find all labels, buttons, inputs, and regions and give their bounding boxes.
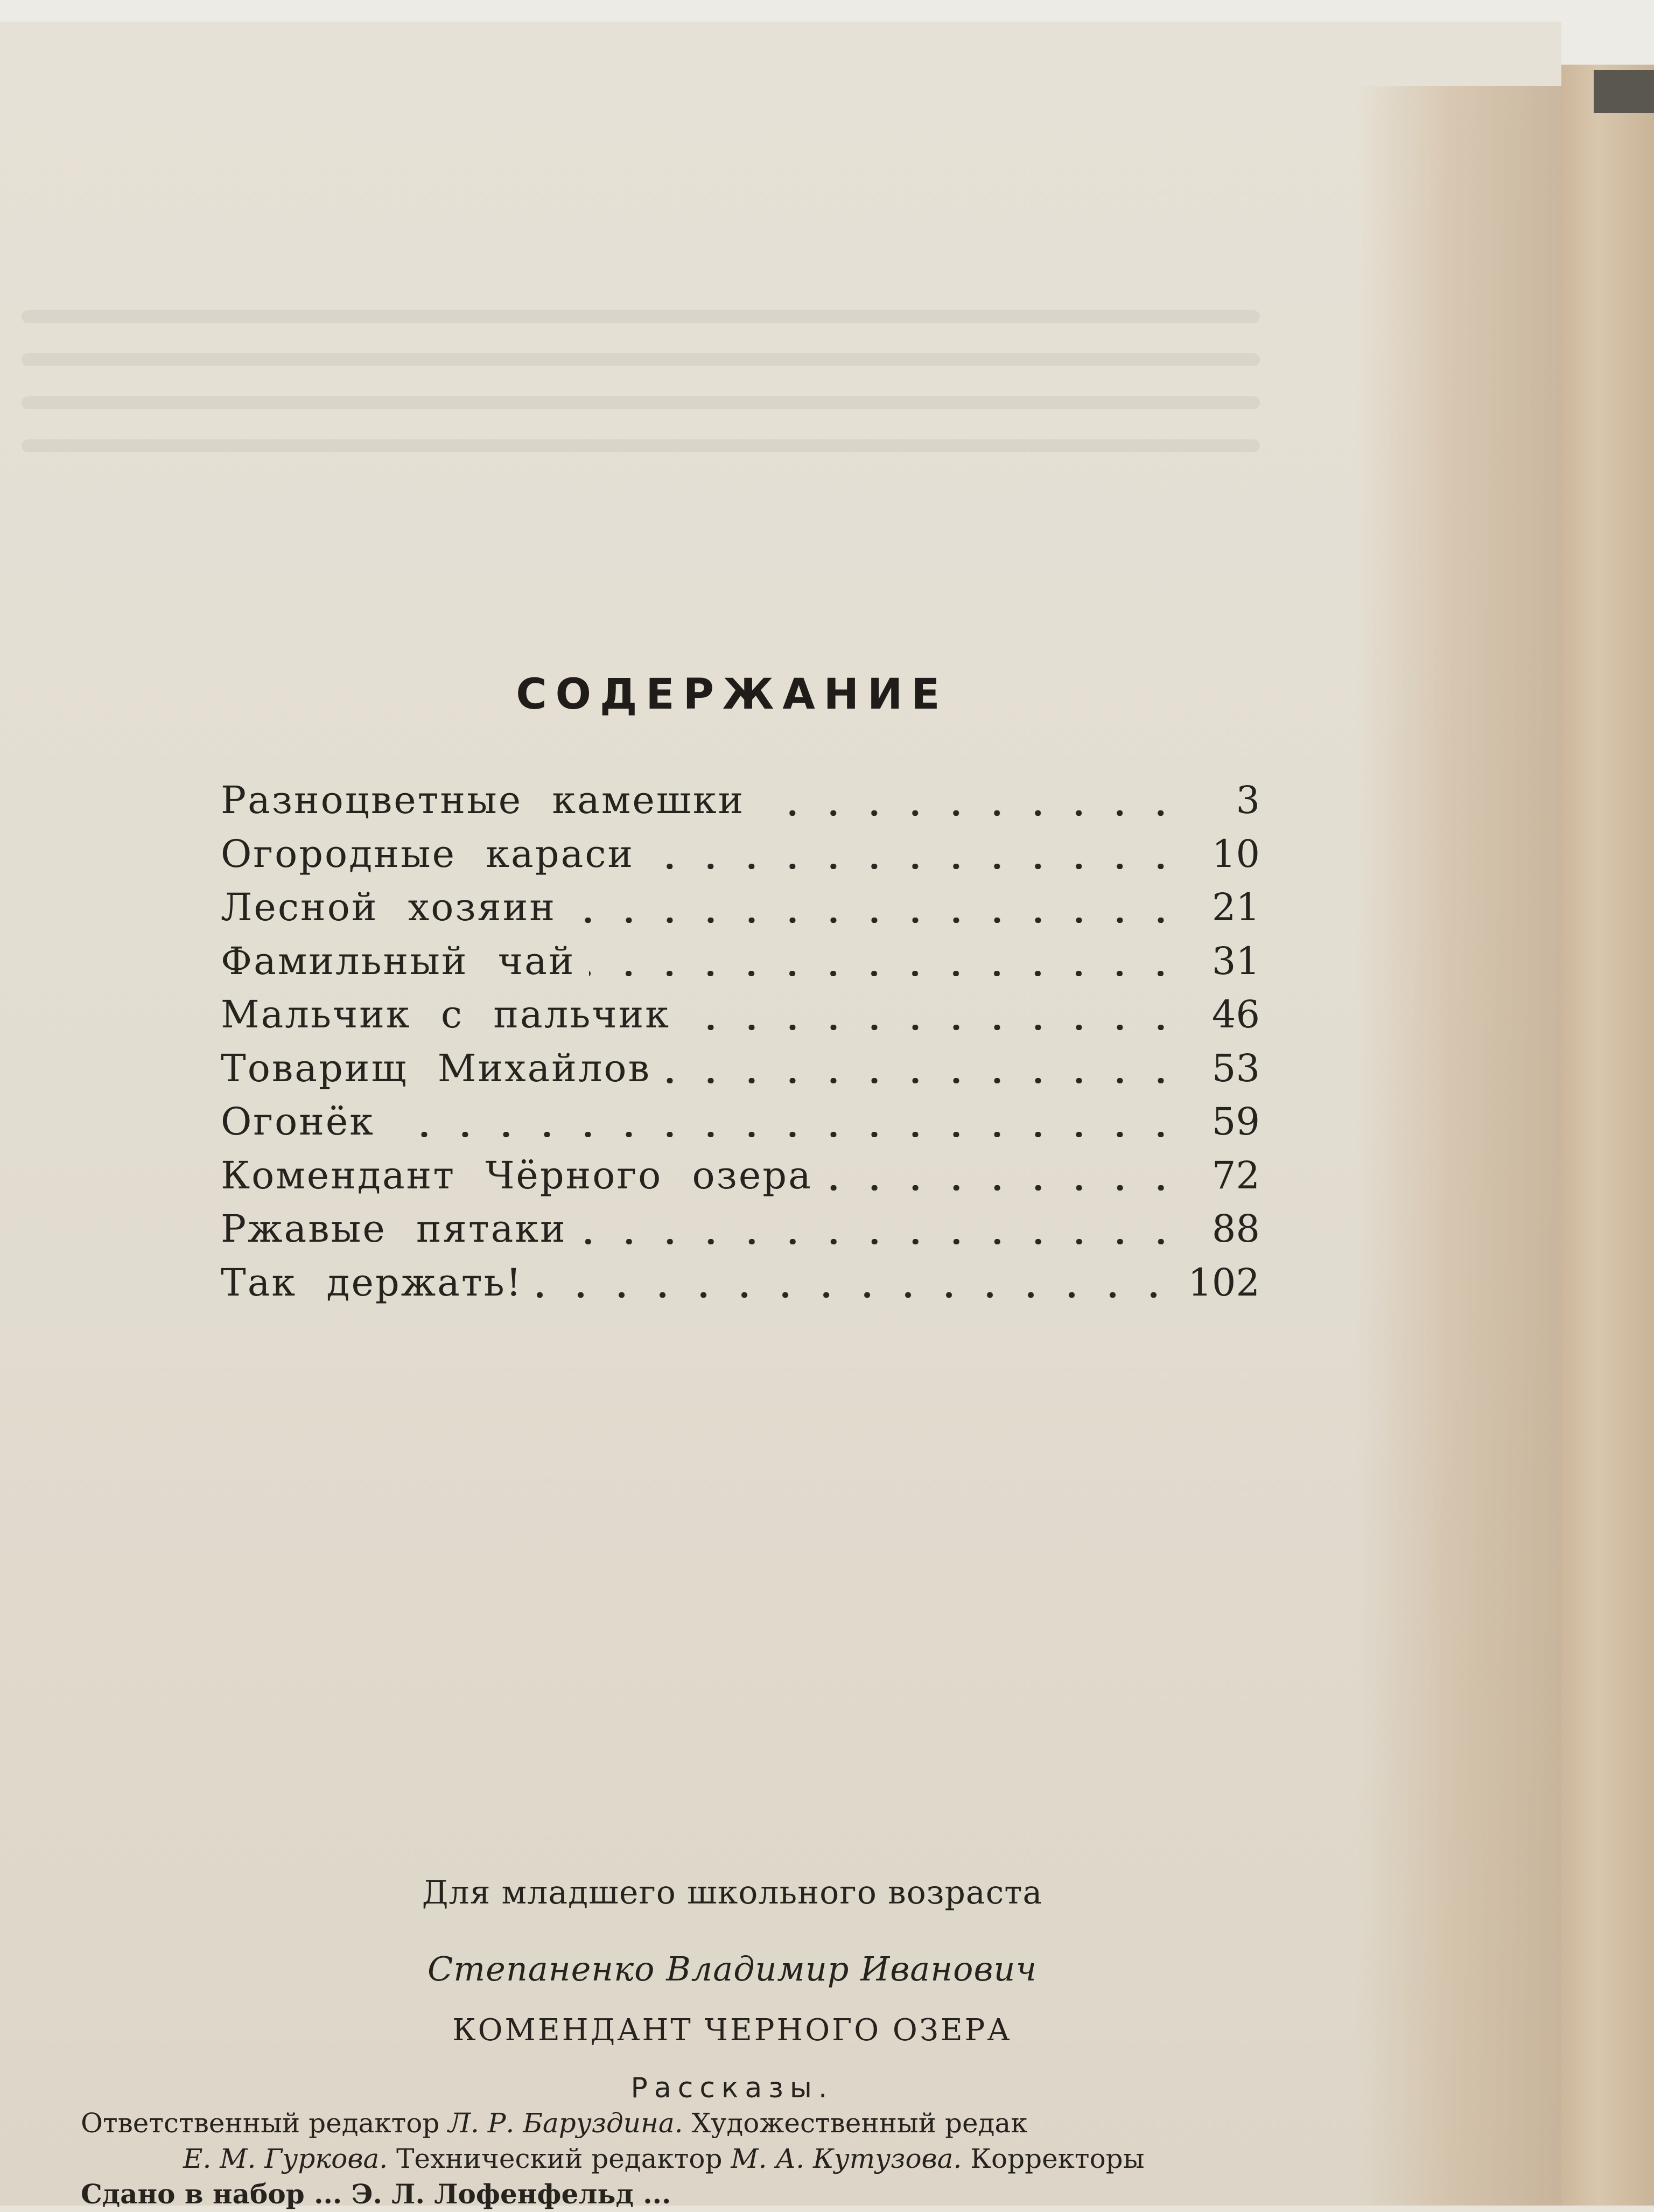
toc-row <box>221 992 1260 1046</box>
credits-line <box>81 2105 1324 2141</box>
toc-row <box>221 1100 1260 1153</box>
show-through-text <box>22 280 1260 549</box>
credits-person: Л. Р. Баруздина. <box>448 2108 683 2139</box>
credits-role: Ответственный редактор <box>81 2108 440 2139</box>
toc-page-number: 21 <box>1211 885 1260 929</box>
credits-role: Технический редактор <box>396 2143 723 2174</box>
toc-title: Разноцветные камешки <box>221 778 745 822</box>
book-title: КОМЕНДАНТ ЧЕРНОГО ОЗЕРА <box>452 2013 1012 2048</box>
toc-row <box>221 885 1260 939</box>
toc-page-number: 72 <box>1211 1153 1260 1198</box>
publication-credits <box>81 2105 1324 2212</box>
toc-row <box>221 1207 1260 1261</box>
dot-leader <box>826 1185 1181 1191</box>
toc-page-number: 31 <box>1211 939 1260 983</box>
toc-row <box>221 939 1260 993</box>
toc-title: Лесной хозяин <box>221 885 557 929</box>
toc-row <box>221 1046 1260 1100</box>
credits-role: Художественный редак <box>691 2108 1028 2139</box>
toc-page-number: 46 <box>1211 992 1260 1037</box>
table-of-contents <box>221 778 1260 1314</box>
toc-title: Мальчик с пальчик <box>221 992 671 1037</box>
toc-title: Огородные караси <box>221 831 635 876</box>
dot-leader <box>389 1132 1181 1137</box>
toc-page-number: 59 <box>1211 1100 1260 1144</box>
dot-leader <box>589 971 1181 976</box>
dot-leader <box>759 810 1181 816</box>
author-name: Степаненко Владимир Иванович <box>427 1949 1038 1989</box>
toc-title: Огонёк <box>221 1100 375 1144</box>
toc-page-number: 102 <box>1188 1260 1260 1305</box>
toc-title: Комендант Чёрного озера <box>221 1153 812 1198</box>
toc-page-number: 53 <box>1211 1046 1260 1090</box>
genre: Рассказы. <box>630 2072 834 2104</box>
book-spine-edge <box>1561 65 1654 2206</box>
credits-line: Сдано в набор ... Э. Л. Лофенфельд ... <box>81 2178 671 2210</box>
toc-row <box>221 1153 1260 1207</box>
dot-leader <box>684 1025 1181 1030</box>
dot-leader <box>537 1292 1174 1298</box>
credits-line <box>81 2141 1324 2176</box>
toc-page-number: 88 <box>1211 1207 1260 1251</box>
book-cover-corner <box>1594 70 1654 113</box>
toc-row <box>221 832 1260 886</box>
dot-leader <box>581 1239 1181 1244</box>
toc-row <box>221 1261 1260 1314</box>
toc-heading: СОДЕРЖАНИЕ <box>516 670 949 719</box>
credits-role: Корректоры <box>970 2143 1145 2174</box>
toc-row <box>221 778 1260 832</box>
credits-person: М. А. Кутузова. <box>731 2143 962 2174</box>
dot-leader <box>648 864 1181 869</box>
age-note: Для младшего школьного возраста <box>422 1874 1043 1912</box>
toc-title: Товарищ Михайлов <box>221 1046 651 1090</box>
toc-page-number: 3 <box>1236 778 1260 822</box>
dot-leader <box>665 1078 1181 1083</box>
dot-leader <box>570 918 1181 923</box>
credits-person: Е. М. Гуркова. <box>183 2143 388 2174</box>
toc-title: Так держать! <box>221 1260 523 1305</box>
toc-title: Ржавые пятаки <box>221 1207 567 1251</box>
toc-page-number: 10 <box>1211 831 1260 876</box>
toc-title: Фамильный чай <box>221 939 576 983</box>
